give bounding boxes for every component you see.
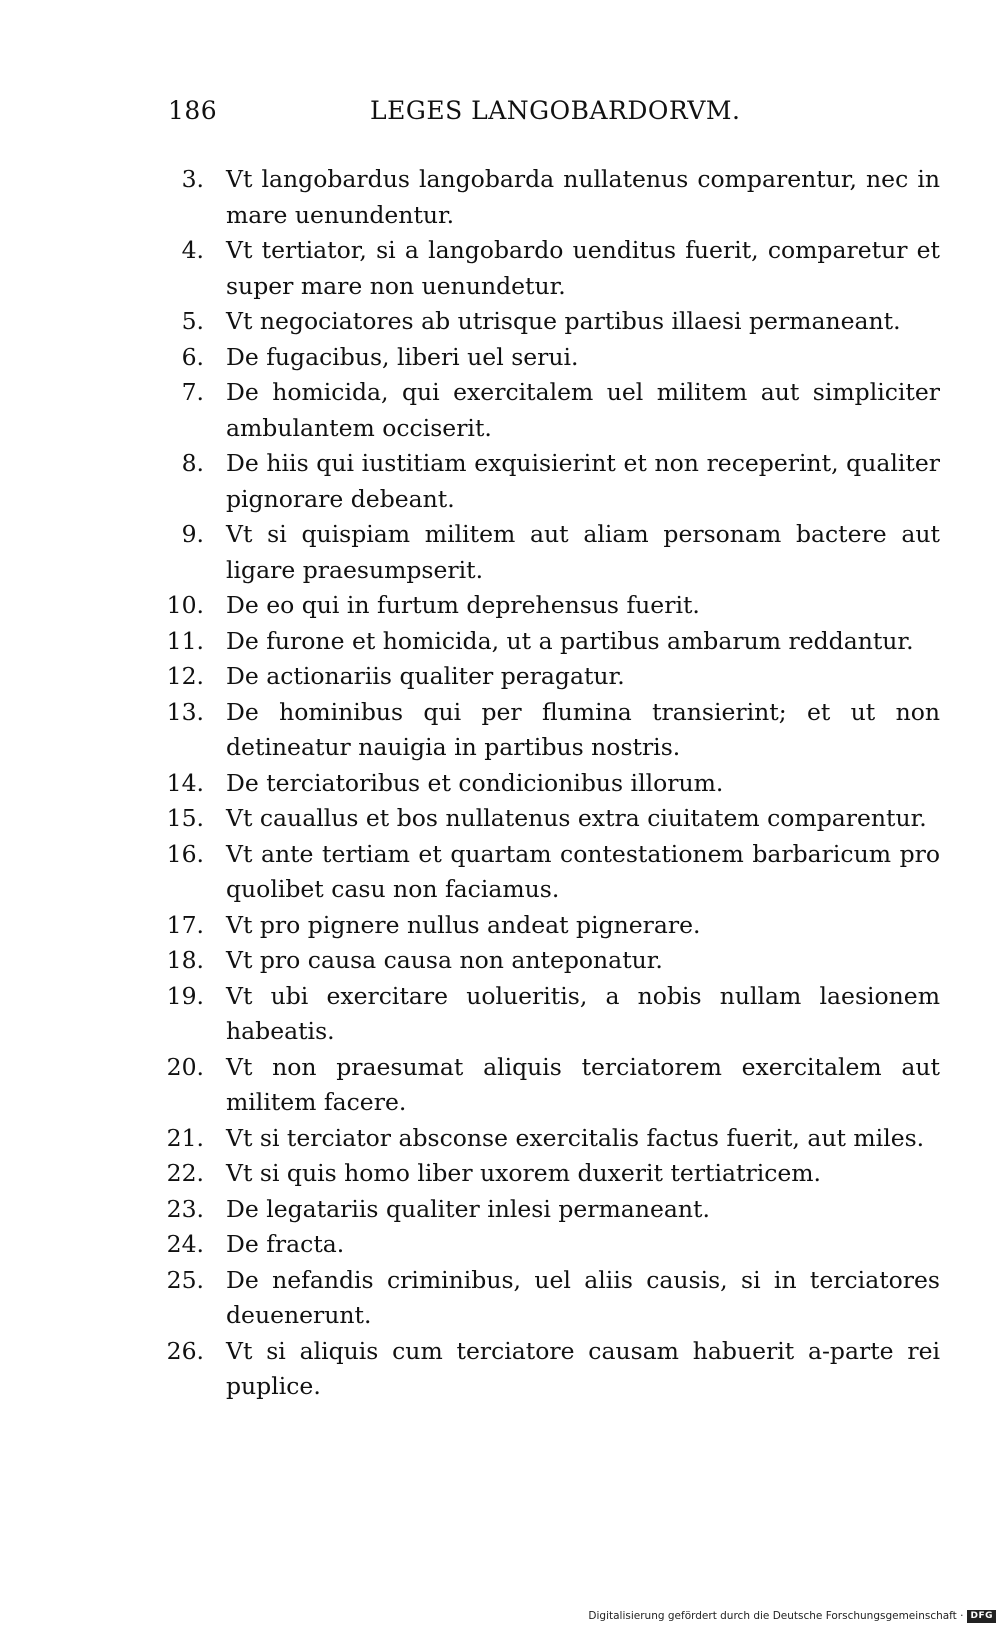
entry-number: 4. [181, 236, 204, 264]
entry-number: 15. [166, 804, 204, 832]
entry-text: De legatariis qualiter inlesi permaneant. [226, 1194, 710, 1223]
entry-text: Vt si terciator absconse exercitalis factus fuerit, aut miles. [226, 1123, 925, 1152]
entry-number: 14. [166, 768, 204, 797]
list-item [160, 446, 940, 517]
entry-number: 16. [166, 839, 204, 868]
entry-text: Vt cauallus et bos nullatenus extra ciuitatem comparentur. [226, 804, 927, 832]
entry-text: Vt pro causa causa non anteponatur. [226, 946, 663, 974]
list-item [160, 695, 940, 766]
page-number: 186 [168, 96, 218, 125]
entry-number: 7. [181, 378, 204, 406]
entry-text: Vt tertiator, si a langobardo uenditus fuerit, comparetur et super mare non uenundetur. [226, 236, 940, 300]
entry-number: 9. [181, 520, 204, 548]
entry-number: 25. [166, 1265, 204, 1294]
credit-text: Digitalisierung gefördert durch die Deutsche Forschungsgemeinschaft · [588, 1610, 964, 1622]
list-item [160, 1192, 940, 1228]
entry-number: 24. [166, 1230, 204, 1258]
list-item [160, 624, 940, 660]
entry-text: Vt non praesumat aliquis terciatorem exercitalem aut militem facere. [226, 1052, 940, 1116]
list-item [160, 837, 940, 908]
entry-text: De eo qui in furtum deprehensus fuerit. [226, 591, 700, 619]
list-item [160, 233, 940, 304]
entry-number: 17. [166, 910, 204, 939]
entry-number: 23. [166, 1194, 204, 1223]
list-item [160, 588, 940, 624]
entry-number: 12. [166, 662, 204, 690]
entry-text: De actionariis qualiter peragatur. [226, 662, 625, 690]
entry-number: 26. [166, 1336, 204, 1365]
entry-number: 3. [181, 165, 204, 193]
entry-number: 13. [166, 697, 204, 726]
entry-text: Vt negociatores ab utrisque partibus illaesi permaneant. [226, 307, 901, 335]
entry-text: De hiis qui iustitiam exquisierint et non receperint, qualiter pignorare debeant. [226, 449, 940, 513]
list-item [160, 304, 940, 340]
list-item [160, 1050, 940, 1121]
entry-text: Vt ante tertiam et quartam contestationem barbaricum pro quolibet casu non faciamus. [226, 839, 940, 903]
entry-text: De fracta. [226, 1230, 345, 1258]
entry-text: De furone et homicida, ut a partibus ambarum reddantur. [226, 626, 914, 655]
entry-text: Vt pro pignere nullus andeat pignerare. [226, 910, 701, 939]
entry-number: 6. [181, 342, 204, 371]
dfg-logo: DFG [967, 1610, 996, 1623]
entry-number: 19. [166, 981, 204, 1010]
list-item [160, 1227, 940, 1263]
entry-text: Vt si aliquis cum terciatore causam habuerit a-parte rei puplice. [226, 1336, 940, 1400]
entry-text: De hominibus qui per flumina transierint; et ut non detineatur nauigia in partibus nostris. [226, 697, 940, 761]
entry-number: 22. [166, 1159, 204, 1187]
entry-text: Vt si quis homo liber uxorem duxerit tertiatricem. [226, 1159, 822, 1187]
running-title: LEGES LANGOBARDORVM. [370, 96, 741, 125]
list-item [160, 1121, 940, 1157]
list-item [160, 979, 940, 1050]
chapter-list [160, 162, 940, 1405]
list-item [160, 766, 940, 802]
list-item [160, 801, 940, 837]
list-item [160, 162, 940, 233]
list-item [160, 1263, 940, 1334]
list-item [160, 375, 940, 446]
entry-number: 20. [166, 1052, 204, 1081]
entry-text: Vt si quispiam militem aut aliam personam bactere aut ligare praesumpserit. [226, 520, 940, 584]
entry-text: De fugacibus, liberi uel serui. [226, 342, 579, 371]
entry-text: De terciatoribus et condicionibus illorum. [226, 768, 724, 797]
list-item [160, 1156, 940, 1192]
digitization-credit [588, 1608, 996, 1624]
list-item [160, 1334, 940, 1405]
entry-number: 10. [166, 591, 204, 619]
page-header [164, 96, 741, 136]
entry-number: 18. [166, 946, 204, 974]
entry-text: De nefandis criminibus, uel aliis causis, si in terciatores deuenerunt. [226, 1265, 940, 1329]
entry-number: 11. [166, 626, 204, 655]
list-item [160, 908, 940, 944]
entry-text: Vt ubi exercitare uolueritis, a nobis nullam laesionem habeatis. [226, 981, 940, 1045]
list-item [160, 943, 940, 979]
list-item [160, 659, 940, 695]
entry-number: 8. [181, 449, 204, 477]
list-item [160, 340, 940, 376]
entry-number: 21. [166, 1123, 204, 1152]
entry-number: 5. [181, 307, 204, 335]
entry-text: Vt langobardus langobarda nullatenus comparentur, nec in mare uenundentur. [226, 165, 940, 229]
entry-text: De homicida, qui exercitalem uel militem aut simpliciter ambulantem occiserit. [226, 378, 940, 442]
list-item [160, 517, 940, 588]
